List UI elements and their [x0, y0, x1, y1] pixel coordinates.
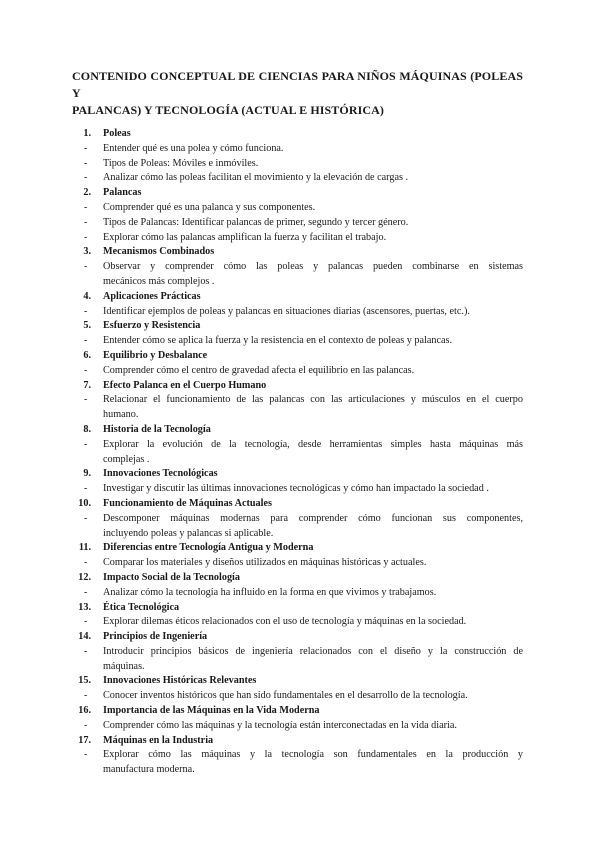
bullet-line [72, 512, 523, 527]
bullet-text: Comprender cómo las máquinas y la tecnología están interconectadas en la vida diaria. [103, 719, 457, 731]
item-number: 12. [78, 571, 91, 583]
bullet-line [72, 157, 523, 172]
list-item-heading [72, 290, 523, 305]
bullet-dash: - [84, 616, 88, 628]
bullet-text: Analizar cómo la tecnología ha influido en la forma en que vivimos y trabajamos. [103, 586, 437, 598]
item-heading-text: Importancia de las Máquinas en la Vida Moderna [103, 705, 320, 717]
bullet-line [72, 171, 523, 186]
bullet-line [72, 660, 523, 675]
bullet-dash: - [84, 261, 88, 273]
bullet-text: complejas . [103, 453, 150, 465]
list-item-heading [72, 186, 523, 201]
bullet-line [72, 334, 523, 349]
item-number: 10. [78, 497, 91, 509]
bullet-text: incluyendo poleas y palancas si aplicable. [103, 527, 274, 539]
bullet-line [72, 645, 523, 660]
bullet-line [72, 216, 523, 231]
bullet-line [72, 689, 523, 704]
item-heading-text: Historia de la Tecnología [103, 423, 211, 435]
bullet-line [72, 438, 523, 453]
bullet-line [72, 586, 523, 601]
bullet-line [72, 763, 523, 778]
bullet-line [72, 453, 523, 468]
item-number: 9. [83, 468, 91, 480]
bullet-text: Observar y comprender cómo las poleas y palancas pueden combinarse en sistemas [103, 261, 523, 273]
bullet-text: Descomponer máquinas modernas para comprender cómo funcionan sus componentes, [103, 512, 523, 524]
bullet-text: Explorar cómo las máquinas y la tecnología son fundamentales en la producción y [103, 749, 523, 761]
title-line: CONTENIDO CONCEPTUAL DE CIENCIAS PARA NIÑOS MÁQUINAS (POLEAS Y [72, 69, 523, 100]
list-item-heading [72, 319, 523, 334]
item-heading-text: Esfuerzo y Resistencia [103, 320, 201, 332]
bullet-line [72, 201, 523, 216]
bullet-dash: - [84, 483, 88, 495]
item-number: 2. [83, 187, 91, 199]
bullet-line [72, 260, 523, 275]
item-number: 16. [78, 705, 91, 717]
list-item-heading [72, 734, 523, 749]
document-title [72, 68, 523, 119]
bullet-text: Explorar dilemas éticos relacionados con el uso de tecnología y máquinas en la sociedad. [103, 616, 467, 628]
bullet-line [72, 615, 523, 630]
list-item-heading [72, 349, 523, 364]
item-heading-text: Impacto Social de la Tecnología [103, 571, 240, 583]
bullet-dash: - [84, 586, 88, 598]
bullet-text: Analizar cómo las poleas facilitan el movimiento y la elevación de cargas . [103, 172, 409, 184]
item-number: 3. [83, 246, 91, 258]
item-number: 5. [83, 320, 91, 332]
bullet-text: Entender cómo se aplica la fuerza y la resistencia en el contexto de poleas y palancas. [103, 335, 453, 347]
item-heading-text: Poleas [103, 128, 131, 139]
bullet-text: Conocer inventos históricos que han sido fundamentales en el desarrollo de la tecnología. [103, 690, 468, 702]
bullet-line [72, 364, 523, 379]
item-heading-text: Diferencias entre Tecnología Antigua y Moderna [103, 542, 314, 554]
document-content [72, 68, 523, 778]
list-item-heading [72, 704, 523, 719]
bullet-dash: - [84, 394, 88, 406]
item-number: 4. [83, 290, 91, 302]
item-number: 15. [78, 675, 91, 687]
list-item-heading [72, 630, 523, 645]
list-item-heading [72, 423, 523, 438]
bullet-dash: - [84, 157, 88, 169]
item-heading-text: Aplicaciones Prácticas [103, 290, 201, 302]
item-heading-text: Ética Tecnológica [103, 601, 180, 613]
bullet-text: Comprender cómo el centro de gravedad afecta el equilibrio en las palancas. [103, 364, 415, 376]
content-list [72, 127, 523, 778]
list-item-heading [72, 127, 523, 142]
bullet-dash: - [84, 749, 88, 761]
item-heading-text: Efecto Palanca en el Cuerpo Humano [103, 379, 267, 391]
bullet-line [72, 231, 523, 246]
bullet-dash: - [84, 690, 88, 702]
bullet-dash: - [84, 142, 88, 154]
bullet-dash: - [84, 719, 88, 731]
bullet-text: Comprender qué es una palanca y sus componentes. [103, 201, 316, 213]
bullet-text: Tipos de Poleas: Móviles e inmóviles. [103, 157, 259, 169]
bullet-text: Entender qué es una polea y cómo funciona. [103, 142, 284, 154]
bullet-dash: - [84, 512, 88, 524]
item-number: 13. [78, 601, 91, 613]
bullet-text: Explorar cómo las palancas amplifican la fuerza y facilitan el trabajo. [103, 231, 387, 243]
bullet-text: Investigar y discutir las últimas innovaciones tecnológicas y cómo han impactado la sociedad . [103, 483, 489, 495]
bullet-dash: - [84, 335, 88, 347]
item-number: 11. [78, 542, 91, 554]
bullet-text: Identificar ejemplos de poleas y palancas en situaciones diarias (ascensores, puertas, etc.). [103, 305, 470, 317]
bullet-text: Tipos de Palancas: Identificar palancas de primer, segundo y tercer género. [103, 216, 409, 228]
list-item-heading [72, 601, 523, 616]
item-heading-text: Mecanismos Combinados [103, 246, 215, 258]
bullet-line [72, 482, 523, 497]
item-heading-text: Equilibrio y Desbalance [103, 349, 208, 361]
item-heading-text: Innovaciones Históricas Relevantes [103, 675, 257, 687]
bullet-dash: - [84, 231, 88, 243]
item-heading-text: Palancas [103, 187, 142, 199]
list-item-heading [72, 497, 523, 512]
bullet-text: humano. [103, 409, 139, 421]
bullet-text: mecánicos más complejos . [103, 275, 215, 287]
bullet-text: máquinas. [103, 660, 145, 672]
bullet-dash: - [84, 216, 88, 228]
title-line: PALANCAS) Y TECNOLOGÍA (ACTUAL E HISTÓRICA) [72, 103, 385, 117]
bullet-dash: - [84, 364, 88, 376]
bullet-line [72, 393, 523, 408]
item-number: 6. [83, 349, 91, 361]
bullet-line [72, 275, 523, 290]
item-number: 8. [83, 423, 91, 435]
bullet-text: manufactura moderna. [103, 764, 195, 776]
bullet-text: Introducir principios básicos de ingeniería relacionados con el diseño y la construcción de [103, 645, 523, 657]
item-number: 17. [78, 734, 91, 746]
bullet-line [72, 142, 523, 157]
bullet-dash: - [84, 645, 88, 657]
item-heading-text: Innovaciones Tecnológicas [103, 468, 218, 480]
bullet-dash: - [84, 557, 88, 569]
item-heading-text: Funcionamiento de Máquinas Actuales [103, 497, 272, 509]
bullet-line [72, 556, 523, 571]
bullet-text: Comparar los materiales y diseños utilizados en máquinas históricas y actuales. [103, 557, 427, 569]
list-item-heading [72, 541, 523, 556]
item-number: 14. [78, 631, 91, 643]
bullet-line [72, 305, 523, 320]
item-number: 7. [83, 379, 91, 391]
bullet-line [72, 527, 523, 542]
bullet-line [72, 748, 523, 763]
list-item-heading [72, 571, 523, 586]
list-item-heading [72, 379, 523, 394]
bullet-dash: - [84, 305, 88, 317]
list-item-heading [72, 245, 523, 260]
bullet-text: Explorar la evolución de la tecnología, desde herramientas simples hasta máquinas más [103, 438, 523, 450]
item-heading-text: Principios de Ingeniería [103, 631, 208, 643]
bullet-line [72, 719, 523, 734]
list-item-heading [72, 674, 523, 689]
bullet-dash: - [84, 201, 88, 213]
bullet-text: Relacionar el funcionamiento de las palancas con las articulaciones y músculos en el cuerpo [103, 394, 523, 406]
bullet-line [72, 408, 523, 423]
bullet-dash: - [84, 438, 88, 450]
item-heading-text: Máquinas en la Industria [103, 734, 214, 746]
item-number: 1. [83, 128, 91, 139]
bullet-dash: - [84, 172, 88, 184]
list-item-heading [72, 467, 523, 482]
